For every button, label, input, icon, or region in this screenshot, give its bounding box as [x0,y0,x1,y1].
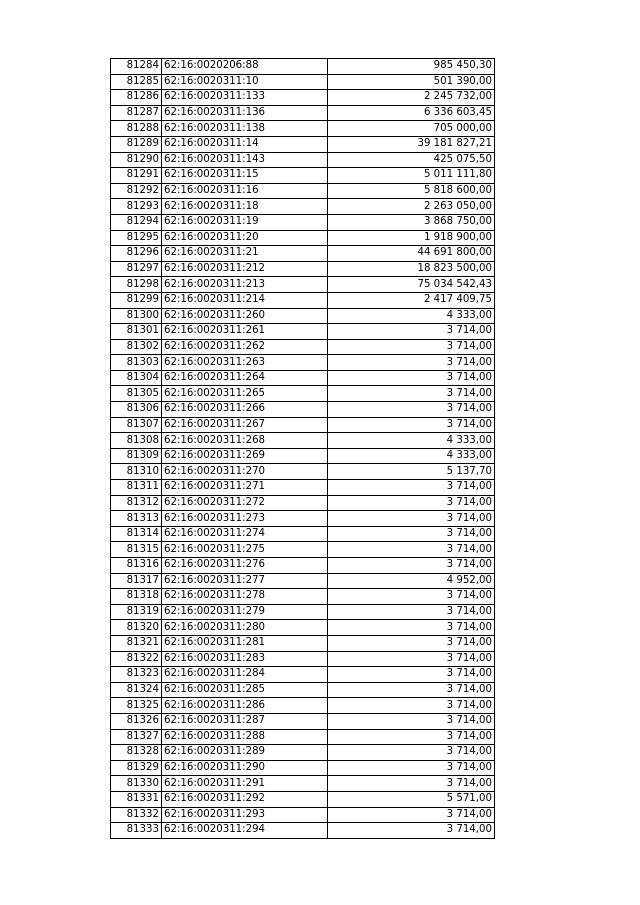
table-row [111,136,495,152]
table-row [111,651,495,667]
cadastral-number-cell: 62:16:0020311:19 [162,214,328,230]
row-number-cell: 81309 [111,448,162,464]
table-row [111,214,495,230]
cadastral-value-cell: 5 137,70 [328,464,495,480]
cadastral-value-cell: 425 075,50 [328,152,495,168]
row-number-cell: 81301 [111,324,162,340]
table-row [111,386,495,402]
row-number-cell: 81319 [111,604,162,620]
table-row [111,308,495,324]
table-row [111,168,495,184]
table-row [111,433,495,449]
cadastral-value-cell: 4 333,00 [328,433,495,449]
cadastral-number-cell: 62:16:0020311:214 [162,292,328,308]
cadastral-value-cell: 3 714,00 [328,760,495,776]
row-number-cell: 81296 [111,246,162,262]
row-number-cell: 81291 [111,168,162,184]
row-number-cell: 81290 [111,152,162,168]
table-row [111,59,495,75]
cadastral-number-cell: 62:16:0020311:213 [162,277,328,293]
cadastral-number-cell: 62:16:0020311:212 [162,261,328,277]
cadastral-number-cell: 62:16:0020311:14 [162,136,328,152]
table-row [111,682,495,698]
row-number-cell: 81329 [111,760,162,776]
row-number-cell: 81325 [111,698,162,714]
row-number-cell: 81317 [111,573,162,589]
row-number-cell: 81331 [111,791,162,807]
row-number-cell: 81333 [111,823,162,839]
table-row [111,823,495,839]
cadastral-value-cell: 3 714,00 [328,604,495,620]
cadastral-number-cell: 62:16:0020311:293 [162,807,328,823]
table-row [111,277,495,293]
table-row [111,729,495,745]
table-row [111,480,495,496]
cadastral-value-cell: 75 034 542,43 [328,277,495,293]
cadastral-number-cell: 62:16:0020311:290 [162,760,328,776]
cadastral-value-cell: 3 714,00 [328,324,495,340]
cadastral-number-cell: 62:16:0020311:287 [162,713,328,729]
row-number-cell: 81302 [111,339,162,355]
row-number-cell: 81297 [111,261,162,277]
cadastral-number-cell: 62:16:0020311:272 [162,495,328,511]
cadastral-value-table [110,58,495,839]
row-number-cell: 81292 [111,183,162,199]
cadastral-value-cell: 3 714,00 [328,682,495,698]
row-number-cell: 81285 [111,74,162,90]
table-row [111,760,495,776]
cadastral-number-cell: 62:16:0020311:266 [162,402,328,418]
cadastral-number-cell: 62:16:0020311:268 [162,433,328,449]
row-number-cell: 81323 [111,667,162,683]
cadastral-number-cell: 62:16:0020311:269 [162,448,328,464]
cadastral-value-cell: 3 714,00 [328,713,495,729]
cadastral-number-cell: 62:16:0020311:261 [162,324,328,340]
row-number-cell: 81321 [111,635,162,651]
cadastral-value-cell: 3 714,00 [328,386,495,402]
cadastral-number-cell: 62:16:0020311:271 [162,480,328,496]
cadastral-value-cell: 3 868 750,00 [328,214,495,230]
row-number-cell: 81303 [111,355,162,371]
cadastral-value-cell: 3 714,00 [328,355,495,371]
cadastral-number-cell: 62:16:0020311:21 [162,246,328,262]
cadastral-value-cell: 3 714,00 [328,370,495,386]
row-number-cell: 81315 [111,542,162,558]
cadastral-number-cell: 62:16:0020311:262 [162,339,328,355]
row-number-cell: 81314 [111,526,162,542]
table-row [111,558,495,574]
cadastral-value-cell: 3 714,00 [328,495,495,511]
row-number-cell: 81310 [111,464,162,480]
cadastral-number-cell: 62:16:0020311:284 [162,667,328,683]
cadastral-value-cell: 3 714,00 [328,698,495,714]
cadastral-value-cell: 5 571,00 [328,791,495,807]
cadastral-value-cell: 3 714,00 [328,339,495,355]
cadastral-value-cell: 39 181 827,21 [328,136,495,152]
row-number-cell: 81304 [111,370,162,386]
row-number-cell: 81286 [111,90,162,106]
cadastral-value-cell: 1 918 900,00 [328,230,495,246]
table-row [111,74,495,90]
table-row [111,261,495,277]
cadastral-value-cell: 3 714,00 [328,620,495,636]
row-number-cell: 81306 [111,402,162,418]
row-number-cell: 81313 [111,511,162,527]
table-row [111,355,495,371]
cadastral-value-cell: 3 714,00 [328,729,495,745]
cadastral-value-cell: 3 714,00 [328,511,495,527]
cadastral-number-cell: 62:16:0020311:277 [162,573,328,589]
table-row [111,105,495,121]
row-number-cell: 81332 [111,807,162,823]
row-number-cell: 81294 [111,214,162,230]
cadastral-value-cell: 3 714,00 [328,807,495,823]
cadastral-value-cell: 985 450,30 [328,59,495,75]
row-number-cell: 81307 [111,417,162,433]
table-row [111,745,495,761]
cadastral-number-cell: 62:16:0020311:286 [162,698,328,714]
cadastral-value-cell: 3 714,00 [328,651,495,667]
row-number-cell: 81328 [111,745,162,761]
row-number-cell: 81327 [111,729,162,745]
cadastral-value-cell: 2 417 409,75 [328,292,495,308]
cadastral-value-cell: 44 691 800,00 [328,246,495,262]
table-row [111,698,495,714]
row-number-cell: 81318 [111,589,162,605]
cadastral-value-cell: 3 714,00 [328,589,495,605]
cadastral-value-cell: 501 390,00 [328,74,495,90]
cadastral-value-cell: 3 714,00 [328,542,495,558]
row-number-cell: 81299 [111,292,162,308]
row-number-cell: 81330 [111,776,162,792]
cadastral-value-cell: 3 714,00 [328,745,495,761]
cadastral-number-cell: 62:16:0020311:283 [162,651,328,667]
cadastral-number-cell: 62:16:0020311:267 [162,417,328,433]
cadastral-value-cell: 3 714,00 [328,635,495,651]
cadastral-value-cell: 4 333,00 [328,308,495,324]
row-number-cell: 81287 [111,105,162,121]
cadastral-number-cell: 62:16:0020311:136 [162,105,328,121]
table-row [111,199,495,215]
table-row [111,121,495,137]
row-number-cell: 81308 [111,433,162,449]
cadastral-value-cell: 3 714,00 [328,823,495,839]
row-number-cell: 81295 [111,230,162,246]
table-row [111,573,495,589]
table-row [111,183,495,199]
cadastral-number-cell: 62:16:0020311:289 [162,745,328,761]
cadastral-number-cell: 62:16:0020311:260 [162,308,328,324]
cadastral-number-cell: 62:16:0020311:278 [162,589,328,605]
cadastral-value-cell: 3 714,00 [328,558,495,574]
table-row [111,589,495,605]
table-row [111,417,495,433]
cadastral-value-cell: 4 952,00 [328,573,495,589]
table-row [111,713,495,729]
row-number-cell: 81311 [111,480,162,496]
cadastral-number-cell: 62:16:0020311:285 [162,682,328,698]
row-number-cell: 81316 [111,558,162,574]
cadastral-number-cell: 62:16:0020311:18 [162,199,328,215]
table-row [111,152,495,168]
cadastral-number-cell: 62:16:0020311:270 [162,464,328,480]
cadastral-number-cell: 62:16:0020311:138 [162,121,328,137]
cadastral-value-cell: 18 823 500,00 [328,261,495,277]
cadastral-number-cell: 62:16:0020311:264 [162,370,328,386]
cadastral-number-cell: 62:16:0020206:88 [162,59,328,75]
table-row [111,620,495,636]
cadastral-number-cell: 62:16:0020311:263 [162,355,328,371]
cadastral-number-cell: 62:16:0020311:280 [162,620,328,636]
cadastral-number-cell: 62:16:0020311:292 [162,791,328,807]
cadastral-value-cell: 2 245 732,00 [328,90,495,106]
cadastral-number-cell: 62:16:0020311:294 [162,823,328,839]
table-row [111,246,495,262]
cadastral-value-cell: 2 263 050,00 [328,199,495,215]
row-number-cell: 81305 [111,386,162,402]
table-row [111,230,495,246]
cadastral-number-cell: 62:16:0020311:15 [162,168,328,184]
table-body [111,59,495,839]
table-row [111,526,495,542]
table-row [111,464,495,480]
cadastral-number-cell: 62:16:0020311:20 [162,230,328,246]
row-number-cell: 81284 [111,59,162,75]
cadastral-number-cell: 62:16:0020311:288 [162,729,328,745]
cadastral-number-cell: 62:16:0020311:279 [162,604,328,620]
row-number-cell: 81300 [111,308,162,324]
table-row [111,776,495,792]
cadastral-number-cell: 62:16:0020311:10 [162,74,328,90]
table-row [111,807,495,823]
cadastral-number-cell: 62:16:0020311:133 [162,90,328,106]
table-row [111,90,495,106]
cadastral-value-cell: 5 818 600,00 [328,183,495,199]
table-row [111,495,495,511]
cadastral-number-cell: 62:16:0020311:273 [162,511,328,527]
table-row [111,339,495,355]
table-row [111,667,495,683]
cadastral-value-cell: 3 714,00 [328,776,495,792]
cadastral-number-cell: 62:16:0020311:281 [162,635,328,651]
cadastral-number-cell: 62:16:0020311:275 [162,542,328,558]
row-number-cell: 81320 [111,620,162,636]
row-number-cell: 81324 [111,682,162,698]
row-number-cell: 81293 [111,199,162,215]
cadastral-number-cell: 62:16:0020311:274 [162,526,328,542]
cadastral-value-cell: 4 333,00 [328,448,495,464]
table-row [111,402,495,418]
table-row [111,542,495,558]
cadastral-number-cell: 62:16:0020311:276 [162,558,328,574]
cadastral-number-cell: 62:16:0020311:16 [162,183,328,199]
table-row [111,448,495,464]
table-row [111,791,495,807]
row-number-cell: 81326 [111,713,162,729]
row-number-cell: 81312 [111,495,162,511]
row-number-cell: 81288 [111,121,162,137]
cadastral-value-cell: 6 336 603,45 [328,105,495,121]
cadastral-number-cell: 62:16:0020311:265 [162,386,328,402]
table-row [111,604,495,620]
cadastral-value-cell: 5 011 111,80 [328,168,495,184]
cadastral-value-cell: 3 714,00 [328,480,495,496]
table-row [111,635,495,651]
cadastral-value-cell: 705 000,00 [328,121,495,137]
cadastral-value-cell: 3 714,00 [328,667,495,683]
table-row [111,511,495,527]
table-row [111,370,495,386]
row-number-cell: 81322 [111,651,162,667]
row-number-cell: 81298 [111,277,162,293]
row-number-cell: 81289 [111,136,162,152]
table-row [111,324,495,340]
table-row [111,292,495,308]
cadastral-value-cell: 3 714,00 [328,402,495,418]
cadastral-number-cell: 62:16:0020311:291 [162,776,328,792]
cadastral-number-cell: 62:16:0020311:143 [162,152,328,168]
cadastral-value-cell: 3 714,00 [328,417,495,433]
cadastral-value-cell: 3 714,00 [328,526,495,542]
